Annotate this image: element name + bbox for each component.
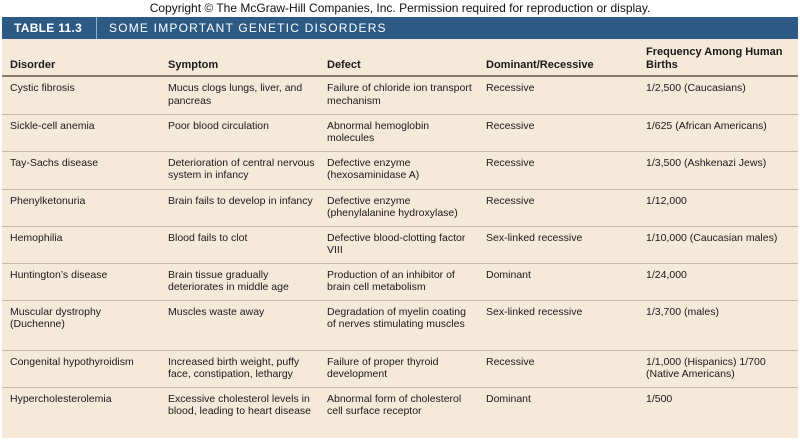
cell-inheritance: Recessive bbox=[478, 76, 638, 114]
cell-defect: Abnormal hemoglobin molecules bbox=[319, 114, 478, 151]
cell-frequency: 1/3,700 (males) bbox=[638, 300, 798, 350]
table-row bbox=[2, 114, 798, 151]
table-row bbox=[2, 76, 798, 114]
header-row bbox=[2, 39, 798, 76]
cell-frequency: 1/24,000 bbox=[638, 263, 798, 300]
cell-disorder: Tay-Sachs disease bbox=[2, 151, 160, 189]
cell-disorder: Hemophilia bbox=[2, 226, 160, 263]
table-number: TABLE 11.3 bbox=[2, 17, 97, 39]
cell-defect: Failure of proper thyroid development bbox=[319, 350, 478, 387]
cell-frequency: 1/625 (African Americans) bbox=[638, 114, 798, 151]
cell-inheritance: Sex-linked recessive bbox=[478, 300, 638, 350]
cell-symptom: Brain tissue gradually deteriorates in middle age bbox=[160, 263, 319, 300]
cell-disorder: Cystic fibrosis bbox=[2, 76, 160, 114]
cell-defect: Failure of chloride ion transport mechanism bbox=[319, 76, 478, 114]
cell-symptom: Poor blood circulation bbox=[160, 114, 319, 151]
table-row bbox=[2, 387, 798, 435]
cell-defect: Defective enzyme (hexosaminidase A) bbox=[319, 151, 478, 189]
cell-frequency: 1/12,000 bbox=[638, 189, 798, 226]
column-header-symptom: Symptom bbox=[160, 39, 319, 76]
table-title: SOME IMPORTANT GENETIC DISORDERS bbox=[109, 21, 387, 35]
column-header-defect: Defect bbox=[319, 39, 478, 76]
cell-symptom: Brain fails to develop in infancy bbox=[160, 189, 319, 226]
column-header-disorder: Disorder bbox=[2, 39, 160, 76]
cell-inheritance: Recessive bbox=[478, 114, 638, 151]
cell-inheritance: Sex-linked recessive bbox=[478, 226, 638, 263]
cell-disorder: Congenital hypothyroidism bbox=[2, 350, 160, 387]
cell-disorder: Hypercholesterolemia bbox=[10, 392, 112, 405]
cell-disorder: Sickle-cell anemia bbox=[2, 114, 160, 151]
cell-symptom: Excessive cholesterol levels in blood, leading to heart disease bbox=[168, 392, 312, 417]
table-row bbox=[2, 350, 798, 387]
table-row bbox=[2, 151, 798, 189]
cell-symptom: Muscles waste away bbox=[160, 300, 319, 350]
cell-defect: Abnormal form of cholesterol cell surface receptor bbox=[327, 392, 462, 417]
cell-symptom: Deterioration of central nervous system in infancy bbox=[160, 151, 319, 189]
cell-frequency: 1/10,000 (Caucasian males) bbox=[638, 226, 798, 263]
cell-symptom: Mucus clogs lungs, liver, and pancreas bbox=[160, 76, 319, 114]
cell-frequency: 1/1,000 (Hispanics) 1/700 (Native Americans) bbox=[638, 350, 798, 387]
cell-disorder: Huntington’s disease bbox=[2, 263, 160, 300]
cell-symptom: Increased birth weight, puffy face, constipation, lethargy bbox=[160, 350, 319, 387]
cell-disorder: Phenylketonuria bbox=[2, 189, 160, 226]
cell-frequency: 1/3,500 (Ashkenazi Jews) bbox=[638, 151, 798, 189]
column-header-dominant-recessive: Dominant/Recessive bbox=[478, 39, 638, 76]
table-container bbox=[2, 39, 798, 438]
table-row bbox=[2, 263, 798, 300]
table-row bbox=[2, 300, 798, 350]
table-row bbox=[2, 189, 798, 226]
cell-inheritance: Dominant bbox=[486, 392, 531, 405]
cell-defect: Degradation of myelin coating of nerves stimulating muscles bbox=[319, 300, 478, 350]
cell-disorder: Muscular dystrophy (Duchenne) bbox=[2, 300, 160, 350]
column-header-frequency: Frequency Among Human Births bbox=[638, 39, 798, 76]
cell-inheritance: Dominant bbox=[478, 263, 638, 300]
cell-defect: Production of an inhibitor of brain cell metabolism bbox=[319, 263, 478, 300]
cell-defect: Defective blood-clotting factor VIII bbox=[319, 226, 478, 263]
genetic-disorders-table bbox=[2, 39, 798, 435]
cell-frequency: 1/500 bbox=[646, 392, 673, 405]
cell-inheritance: Recessive bbox=[478, 189, 638, 226]
table-title-bar bbox=[2, 17, 798, 39]
cell-frequency: 1/2,500 (Caucasians) bbox=[638, 76, 798, 114]
cell-inheritance: Recessive bbox=[478, 151, 638, 189]
cell-symptom: Blood fails to clot bbox=[160, 226, 319, 263]
table-row bbox=[2, 226, 798, 263]
cell-defect: Defective enzyme (phenylalanine hydroxylase) bbox=[319, 189, 478, 226]
copyright-notice: Copyright © The McGraw-Hill Companies, Inc. Permission required for reproduction or display. bbox=[149, 1, 651, 15]
cell-inheritance: Recessive bbox=[478, 350, 638, 387]
